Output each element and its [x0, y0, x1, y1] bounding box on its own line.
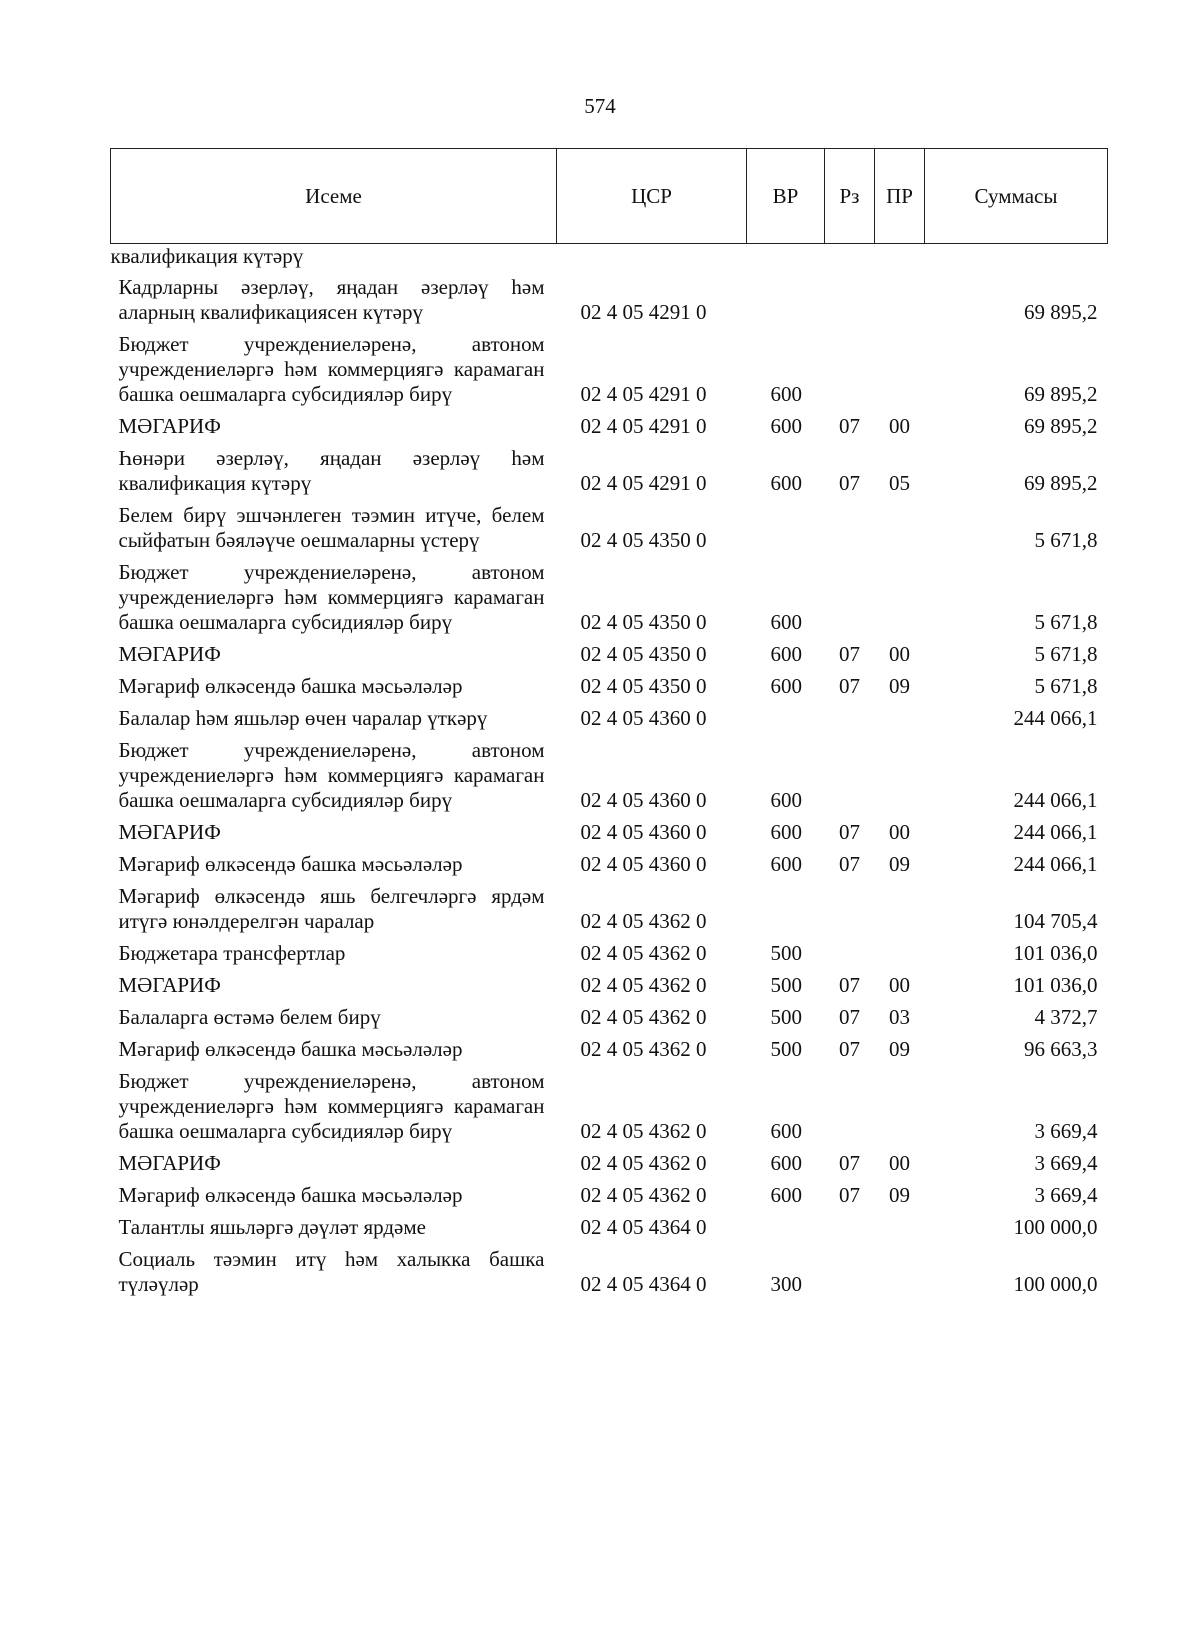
cell-name: МӘГАРИФ — [118, 820, 221, 844]
cell-csr: 02 4 05 4364 0 — [580, 1272, 707, 1296]
table-row — [111, 503, 1108, 560]
cell-vr: 500 — [770, 1005, 802, 1029]
table-row — [111, 706, 1108, 738]
header-pr: ПР — [875, 149, 925, 244]
cell-vr: 600 — [770, 1183, 802, 1207]
cell-rz — [825, 1247, 875, 1304]
cell-name: Балаларга өстәмә белем бирү — [118, 1005, 381, 1029]
table-row — [111, 560, 1108, 642]
cell-name: Бюджет учреждениеләренә, автоном учреждениеләргә һәм коммерциягә карамаган башка оешмаларга субсидияләр бирү — [118, 560, 545, 634]
budget-table — [110, 148, 1108, 1304]
cell-pr — [875, 560, 925, 642]
cell-sum: 101 036,0 — [1013, 973, 1098, 997]
cell-csr: 02 4 05 4291 0 — [580, 414, 707, 438]
cell-rz: 07 — [839, 973, 860, 997]
header-name: Исеме — [111, 149, 557, 244]
cell-pr — [875, 332, 925, 414]
cell-rz — [825, 332, 875, 414]
table-row — [111, 1037, 1108, 1069]
cell-csr: 02 4 05 4362 0 — [580, 1005, 707, 1029]
cell-rz: 07 — [839, 674, 860, 698]
cell-vr: 600 — [770, 414, 802, 438]
cell-sum: 244 066,1 — [1013, 820, 1098, 844]
cell-pr — [875, 244, 925, 276]
cell-rz — [825, 244, 875, 276]
cell-csr: 02 4 05 4360 0 — [580, 706, 707, 730]
cell-vr: 300 — [770, 1272, 802, 1296]
cell-rz: 07 — [839, 1183, 860, 1207]
cell-name: Мәгариф өлкәсендә яшь белгечләргә ярдәм итүгә юнәлдерелгән чаралар — [118, 884, 545, 933]
cell-rz — [825, 1069, 875, 1151]
header-csr: ЦСР — [557, 149, 747, 244]
cell-pr — [875, 738, 925, 820]
table-row — [111, 1183, 1108, 1215]
cell-sum: 244 066,1 — [1013, 788, 1098, 812]
table-row — [111, 446, 1108, 503]
table-row — [111, 1005, 1108, 1037]
cell-vr: 600 — [770, 1151, 802, 1175]
cell-pr — [875, 1069, 925, 1151]
cell-vr: 500 — [770, 941, 802, 965]
cell-rz: 07 — [839, 642, 860, 666]
cell-sum: 244 066,1 — [1013, 852, 1098, 876]
cell-pr: 00 — [889, 414, 910, 438]
table-body — [111, 244, 1108, 1305]
table-row — [111, 414, 1108, 446]
cell-csr: 02 4 05 4362 0 — [580, 941, 707, 965]
cell-pr: 09 — [889, 1183, 910, 1207]
cell-pr — [875, 275, 925, 332]
cell-csr: 02 4 05 4362 0 — [580, 1037, 707, 1061]
cell-name: Белем бирү эшчәнлеген тәэмин итүче, белем сыйфатын бәяләүче оешмаларны үстерү — [118, 503, 545, 552]
cell-vr — [747, 1215, 825, 1247]
cell-rz — [825, 706, 875, 738]
header-vr: ВР — [747, 149, 825, 244]
cell-rz — [825, 275, 875, 332]
cell-pr: 00 — [889, 820, 910, 844]
cell-name: Социаль тәэмин итү һәм халыкка башка түләүләр — [118, 1247, 545, 1296]
cell-sum: 101 036,0 — [1013, 941, 1098, 965]
cell-rz — [825, 503, 875, 560]
cell-sum: 100 000,0 — [1013, 1272, 1098, 1296]
cell-csr: 02 4 05 4350 0 — [580, 674, 707, 698]
cell-csr — [557, 244, 747, 276]
cell-name: МӘГАРИФ — [118, 1151, 221, 1175]
cell-csr: 02 4 05 4350 0 — [580, 610, 707, 634]
cell-vr — [747, 244, 825, 276]
cell-sum: 4 372,7 — [1034, 1005, 1098, 1029]
cell-name: Бюджетара трансфертлар — [118, 941, 346, 965]
cell-csr: 02 4 05 4360 0 — [580, 820, 707, 844]
cell-csr: 02 4 05 4350 0 — [580, 528, 707, 552]
cell-name: Талантлы яшьләргә дәүләт ярдәме — [118, 1215, 426, 1239]
cell-sum: 5 671,8 — [1034, 610, 1098, 634]
table-row — [111, 1151, 1108, 1183]
cell-sum: 69 895,2 — [1024, 471, 1098, 495]
table-row — [111, 884, 1108, 941]
cell-sum: 69 895,2 — [1024, 382, 1098, 406]
table-row — [111, 1215, 1108, 1247]
cell-name: Һөнәри әзерләү, яңадан әзерләү һәм квалификация күтәрү — [118, 446, 545, 495]
cell-name: Бюджет учреждениеләренә, автоном учреждениеләргә һәм коммерциягә карамаган башка оешмаларга субсидияләр бирү — [118, 738, 545, 812]
cell-name: МӘГАРИФ — [118, 973, 221, 997]
cell-name: МӘГАРИФ — [118, 642, 221, 666]
cell-pr: 03 — [889, 1005, 910, 1029]
cell-pr — [875, 1247, 925, 1304]
cell-vr: 600 — [770, 852, 802, 876]
cell-name: МӘГАРИФ — [118, 414, 221, 438]
cell-rz: 07 — [839, 1005, 860, 1029]
cell-sum: 3 669,4 — [1034, 1151, 1098, 1175]
cell-sum: 100 000,0 — [1013, 1215, 1098, 1239]
cell-sum: 96 663,3 — [1024, 1037, 1098, 1061]
cell-pr — [875, 706, 925, 738]
cell-pr: 05 — [889, 471, 910, 495]
cell-pr: 00 — [889, 1151, 910, 1175]
cell-rz: 07 — [839, 414, 860, 438]
cell-pr — [875, 884, 925, 941]
cell-pr: 09 — [889, 674, 910, 698]
cell-vr: 600 — [770, 820, 802, 844]
cell-rz: 07 — [839, 471, 860, 495]
header-rz: Рз — [825, 149, 875, 244]
cell-rz: 07 — [839, 820, 860, 844]
cell-sum: 5 671,8 — [1034, 528, 1098, 552]
cell-rz — [825, 884, 875, 941]
cell-sum — [925, 244, 1108, 276]
cell-csr: 02 4 05 4364 0 — [580, 1215, 707, 1239]
table-header-row — [111, 149, 1108, 244]
cell-name: Бюджет учреждениеләренә, автоном учреждениеләргә һәм коммерциягә карамаган башка оешмаларга субсидияләр бирү — [118, 332, 545, 406]
table-row — [111, 941, 1108, 973]
cell-pr: 00 — [889, 642, 910, 666]
cell-vr — [747, 503, 825, 560]
cell-sum: 3 669,4 — [1034, 1119, 1098, 1143]
cell-rz — [825, 738, 875, 820]
cell-rz — [825, 1215, 875, 1247]
cell-pr — [875, 941, 925, 973]
cell-name: квалификация күтәрү — [110, 244, 304, 268]
cell-vr: 600 — [770, 642, 802, 666]
cell-csr: 02 4 05 4360 0 — [580, 788, 707, 812]
cell-rz — [825, 560, 875, 642]
cell-vr: 500 — [770, 973, 802, 997]
cell-vr: 600 — [770, 610, 802, 634]
cell-name: Мәгариф өлкәсендә башка мәсьәләләр — [118, 852, 463, 876]
cell-rz: 07 — [839, 852, 860, 876]
cell-name: Мәгариф өлкәсендә башка мәсьәләләр — [118, 674, 463, 698]
table-row — [111, 332, 1108, 414]
cell-csr: 02 4 05 4362 0 — [580, 1183, 707, 1207]
cell-vr: 600 — [770, 471, 802, 495]
table-row — [111, 1069, 1108, 1151]
cell-name: Мәгариф өлкәсендә башка мәсьәләләр — [118, 1037, 463, 1061]
cell-csr: 02 4 05 4291 0 — [580, 300, 707, 324]
page-number: 574 — [584, 94, 616, 118]
cell-vr: 600 — [770, 382, 802, 406]
cell-pr — [875, 1215, 925, 1247]
cell-csr: 02 4 05 4350 0 — [580, 642, 707, 666]
cell-sum: 244 066,1 — [1013, 706, 1098, 730]
cell-vr: 500 — [770, 1037, 802, 1061]
cell-pr: 09 — [889, 1037, 910, 1061]
cell-pr: 09 — [889, 852, 910, 876]
table-row — [111, 852, 1108, 884]
cell-name: Мәгариф өлкәсендә башка мәсьәләләр — [118, 1183, 463, 1207]
cell-name: Кадрларны әзерләү, яңадан әзерләү һәм аларның квалификациясен күтәрү — [118, 275, 545, 324]
cell-csr: 02 4 05 4360 0 — [580, 852, 707, 876]
cell-rz — [825, 941, 875, 973]
cell-csr: 02 4 05 4362 0 — [580, 1119, 707, 1143]
table-row — [111, 244, 1108, 276]
cell-vr: 600 — [770, 788, 802, 812]
cell-vr — [747, 706, 825, 738]
cell-sum: 69 895,2 — [1024, 300, 1098, 324]
cell-csr: 02 4 05 4291 0 — [580, 382, 707, 406]
cell-vr: 600 — [770, 1119, 802, 1143]
cell-rz: 07 — [839, 1151, 860, 1175]
cell-pr — [875, 503, 925, 560]
cell-sum: 69 895,2 — [1024, 414, 1098, 438]
table-row — [111, 275, 1108, 332]
cell-sum: 3 669,4 — [1034, 1183, 1098, 1207]
cell-vr — [747, 884, 825, 941]
cell-csr: 02 4 05 4362 0 — [580, 973, 707, 997]
cell-sum: 5 671,8 — [1034, 642, 1098, 666]
table-row — [111, 642, 1108, 674]
cell-vr: 600 — [770, 674, 802, 698]
header-sum: Суммасы — [925, 149, 1108, 244]
cell-name: Бюджет учреждениеләренә, автоном учреждениеләргә һәм коммерциягә карамаган башка оешмаларга субсидияләр бирү — [118, 1069, 545, 1143]
table-row — [111, 738, 1108, 820]
table-row — [111, 1247, 1108, 1304]
table-row — [111, 674, 1108, 706]
cell-sum: 5 671,8 — [1034, 674, 1098, 698]
table-row — [111, 973, 1108, 1005]
cell-sum: 104 705,4 — [1013, 909, 1098, 933]
cell-csr: 02 4 05 4362 0 — [580, 1151, 707, 1175]
cell-pr: 00 — [889, 973, 910, 997]
cell-csr: 02 4 05 4291 0 — [580, 471, 707, 495]
cell-name: Балалар һәм яшьләр өчен чаралар үткәрү — [118, 706, 488, 730]
table-row — [111, 820, 1108, 852]
cell-vr — [747, 275, 825, 332]
cell-rz: 07 — [839, 1037, 860, 1061]
cell-csr: 02 4 05 4362 0 — [580, 909, 707, 933]
